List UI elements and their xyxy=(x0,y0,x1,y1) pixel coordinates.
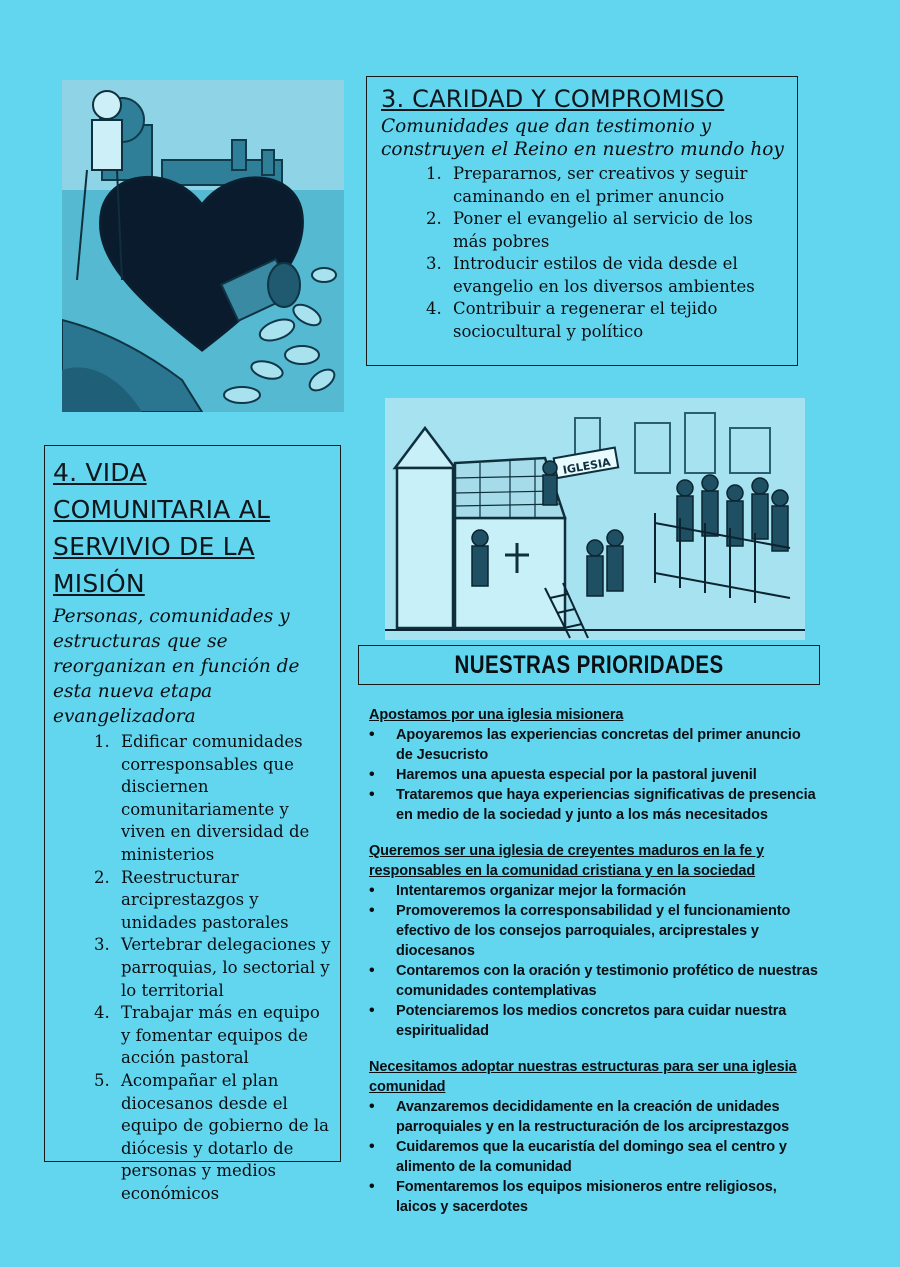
list-item: 3. Introducir estilos de vida desde el evangelio en los diversos ambientes xyxy=(447,253,785,298)
priorities-title: NUESTRAS PRIORIDADES xyxy=(454,650,724,679)
iglesia-sign-label: IGLESIA xyxy=(561,455,612,477)
section-4-subtitle: Personas, comunidades y estructuras que se reorganizan en función de esta nueva etapa evangelizadora xyxy=(53,606,300,727)
list-item: • Intentaremos organizar mejor la formación xyxy=(396,881,819,901)
church-building-illustration xyxy=(385,398,805,640)
list-item: • Apoyaremos las experiencias concretas del primer anuncio de Jesucristo xyxy=(396,725,819,765)
list-item: 3. Vertebrar delegaciones y parroquias, lo sectorial y lo territorial xyxy=(115,934,332,1002)
priority-group-heading: Apostamos por una iglesia misionera xyxy=(369,707,624,723)
list-item: • Potenciaremos los medios concretos para cuidar nuestra espiritualidad xyxy=(396,1001,819,1041)
priority-group-heading: Queremos ser una iglesia de creyentes maduros en la fe y responsables en la comunidad cristiana y en la sociedad xyxy=(369,843,764,879)
section-4-list xyxy=(53,731,332,1205)
list-item: • Cuidaremos que la eucaristía del domingo sea el centro y alimento de la comunidad xyxy=(396,1137,819,1177)
list-item: 2. Reestructurar arciprestazgos y unidades pastorales xyxy=(115,867,332,935)
list-item: • Haremos una apuesta especial por la pastoral juvenil xyxy=(396,765,819,785)
priority-group-list xyxy=(369,1097,819,1217)
section-4-title: 4. VIDA COMUNITARIA AL SERVIVIO DE LA MISIÓN xyxy=(53,458,271,598)
list-item: 2. Poner el evangelio al servicio de los más pobres xyxy=(447,208,785,253)
heart-machine-drawing xyxy=(62,80,344,412)
list-item: 5. Acompañar el plan diocesanos desde el equipo de gobierno de la diócesis y dotarlo de personas y medios económicos xyxy=(115,1070,332,1206)
list-item: 4. Trabajar más en equipo y fomentar equipos de acción pastoral xyxy=(115,1002,332,1070)
list-item: • Avanzaremos decididamente en la creación de unidades parroquiales y en la restructuración de los arciprestazgos xyxy=(396,1097,819,1137)
section-3-list xyxy=(381,163,785,343)
list-item: • Contaremos con la oración y testimonio profético de nuestras comunidades contemplativas xyxy=(396,961,819,1001)
priority-group-heading: Necesitamos adoptar nuestras estructuras para ser una iglesia comunidad xyxy=(369,1059,797,1095)
priority-group-list xyxy=(369,881,819,1041)
priorities-header-box xyxy=(358,645,820,685)
list-item: • Promoveremos la corresponsabilidad y el funcionamiento efectivo de los consejos parroquiales, arciprestales y diocesanos xyxy=(396,901,819,961)
priorities-content xyxy=(369,705,819,1233)
list-item: 1. Prepararnos, ser creativos y seguir caminando en el primer anuncio xyxy=(447,163,785,208)
section-3-subtitle: Comunidades que dan testimonio y construyen el Reino en nuestro mundo hoy xyxy=(381,116,784,160)
section-caridad-compromiso xyxy=(366,76,798,366)
section-3-title: 3. CARIDAD Y COMPROMISO xyxy=(381,85,725,113)
heart-machine-illustration xyxy=(62,80,344,412)
section-vida-comunitaria xyxy=(44,445,341,1203)
list-item: 1. Edificar comunidades corresponsables que disciernen comunitariamente y viven en diversidad de ministerios xyxy=(115,731,332,867)
list-item: 4. Contribuir a regenerar el tejido sociocultural y político xyxy=(447,298,785,343)
list-item: • Fomentaremos los equipos misioneros entre religiosos, laicos y sacerdotes xyxy=(396,1177,819,1217)
list-item: • Trataremos que haya experiencias significativas de presencia en medio de la sociedad y junto a los más necesitados xyxy=(396,785,819,825)
priority-group-list xyxy=(369,725,819,825)
church-building-drawing xyxy=(385,398,805,640)
